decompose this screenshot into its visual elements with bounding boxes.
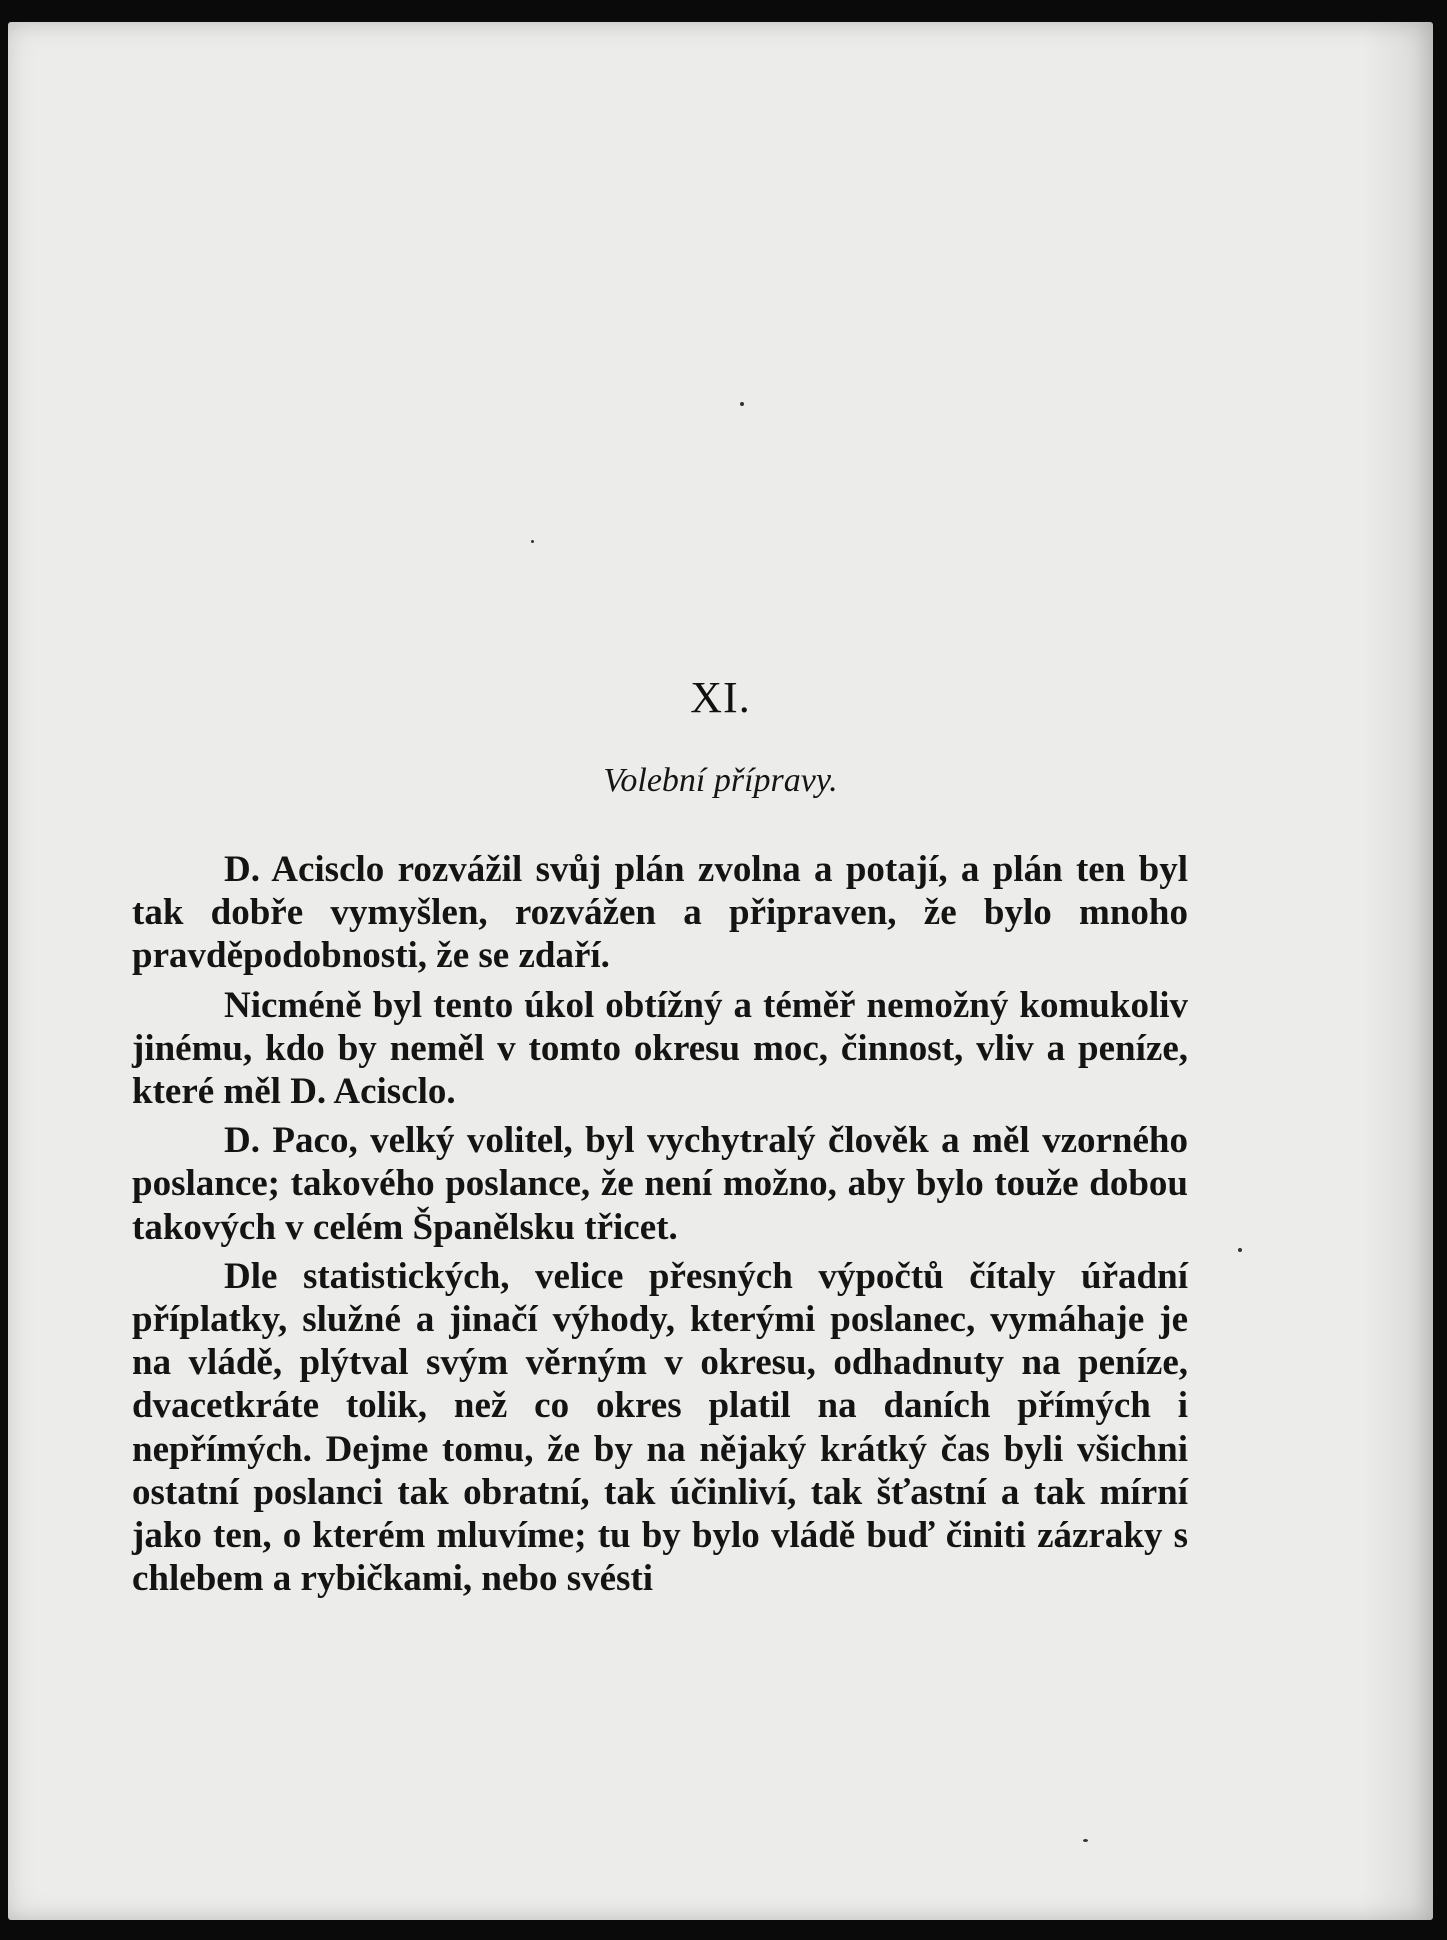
chapter-number: XI. [690,673,751,722]
paragraph: D. Paco, velký volitel, byl vychytralý člověk a měl vzorného poslance; takového poslance, že není možno, aby bylo touže dobou takových v celém Španělsku třicet. [132,1120,1188,1248]
scan-speck [740,402,744,406]
chapter-title: Volební přípravy. [603,762,838,799]
book-page [8,22,1433,1920]
paragraph: D. Acisclo rozvážil svůj plán zvolna a potají, a plán ten byl tak dobře vymyšlen, rozvážen a připraven, že bylo mnoho pravděpodobnosti, že se zdaří. [132,849,1188,977]
scan-speck [1083,1839,1088,1842]
paragraph: Nicméně byl tento úkol obtížný a téměř nemožný komukoliv jinému, kdo by neměl v tomto okresu moc, činnost, vliv a peníze, které měl D. Acisclo. [132,984,1188,1113]
chapter-body [132,848,1188,1606]
scan-speck [531,540,534,543]
paragraph: Dle statistických, velice přesných výpočtů čítaly úřadní příplatky, služné a jinačí výhody, kterými poslanec, vymáhaje je na vládě, plýtval svým věrným v okresu, odhadnuty na peníze, dvacetkráte tolik, než co okres platil na daních přímých i nepřímých. Dejme tomu, že by na nějaký krátký čas byli všichni ostatní poslanci tak obratní, tak účinliví, tak šťastní a tak mírní jako ten, o kterém mluvíme; tu by bylo vládě buď činiti zázraky s chlebem a rybičkami, nebo svésti [132,1255,1188,1600]
scan-speck [1238,1248,1242,1252]
